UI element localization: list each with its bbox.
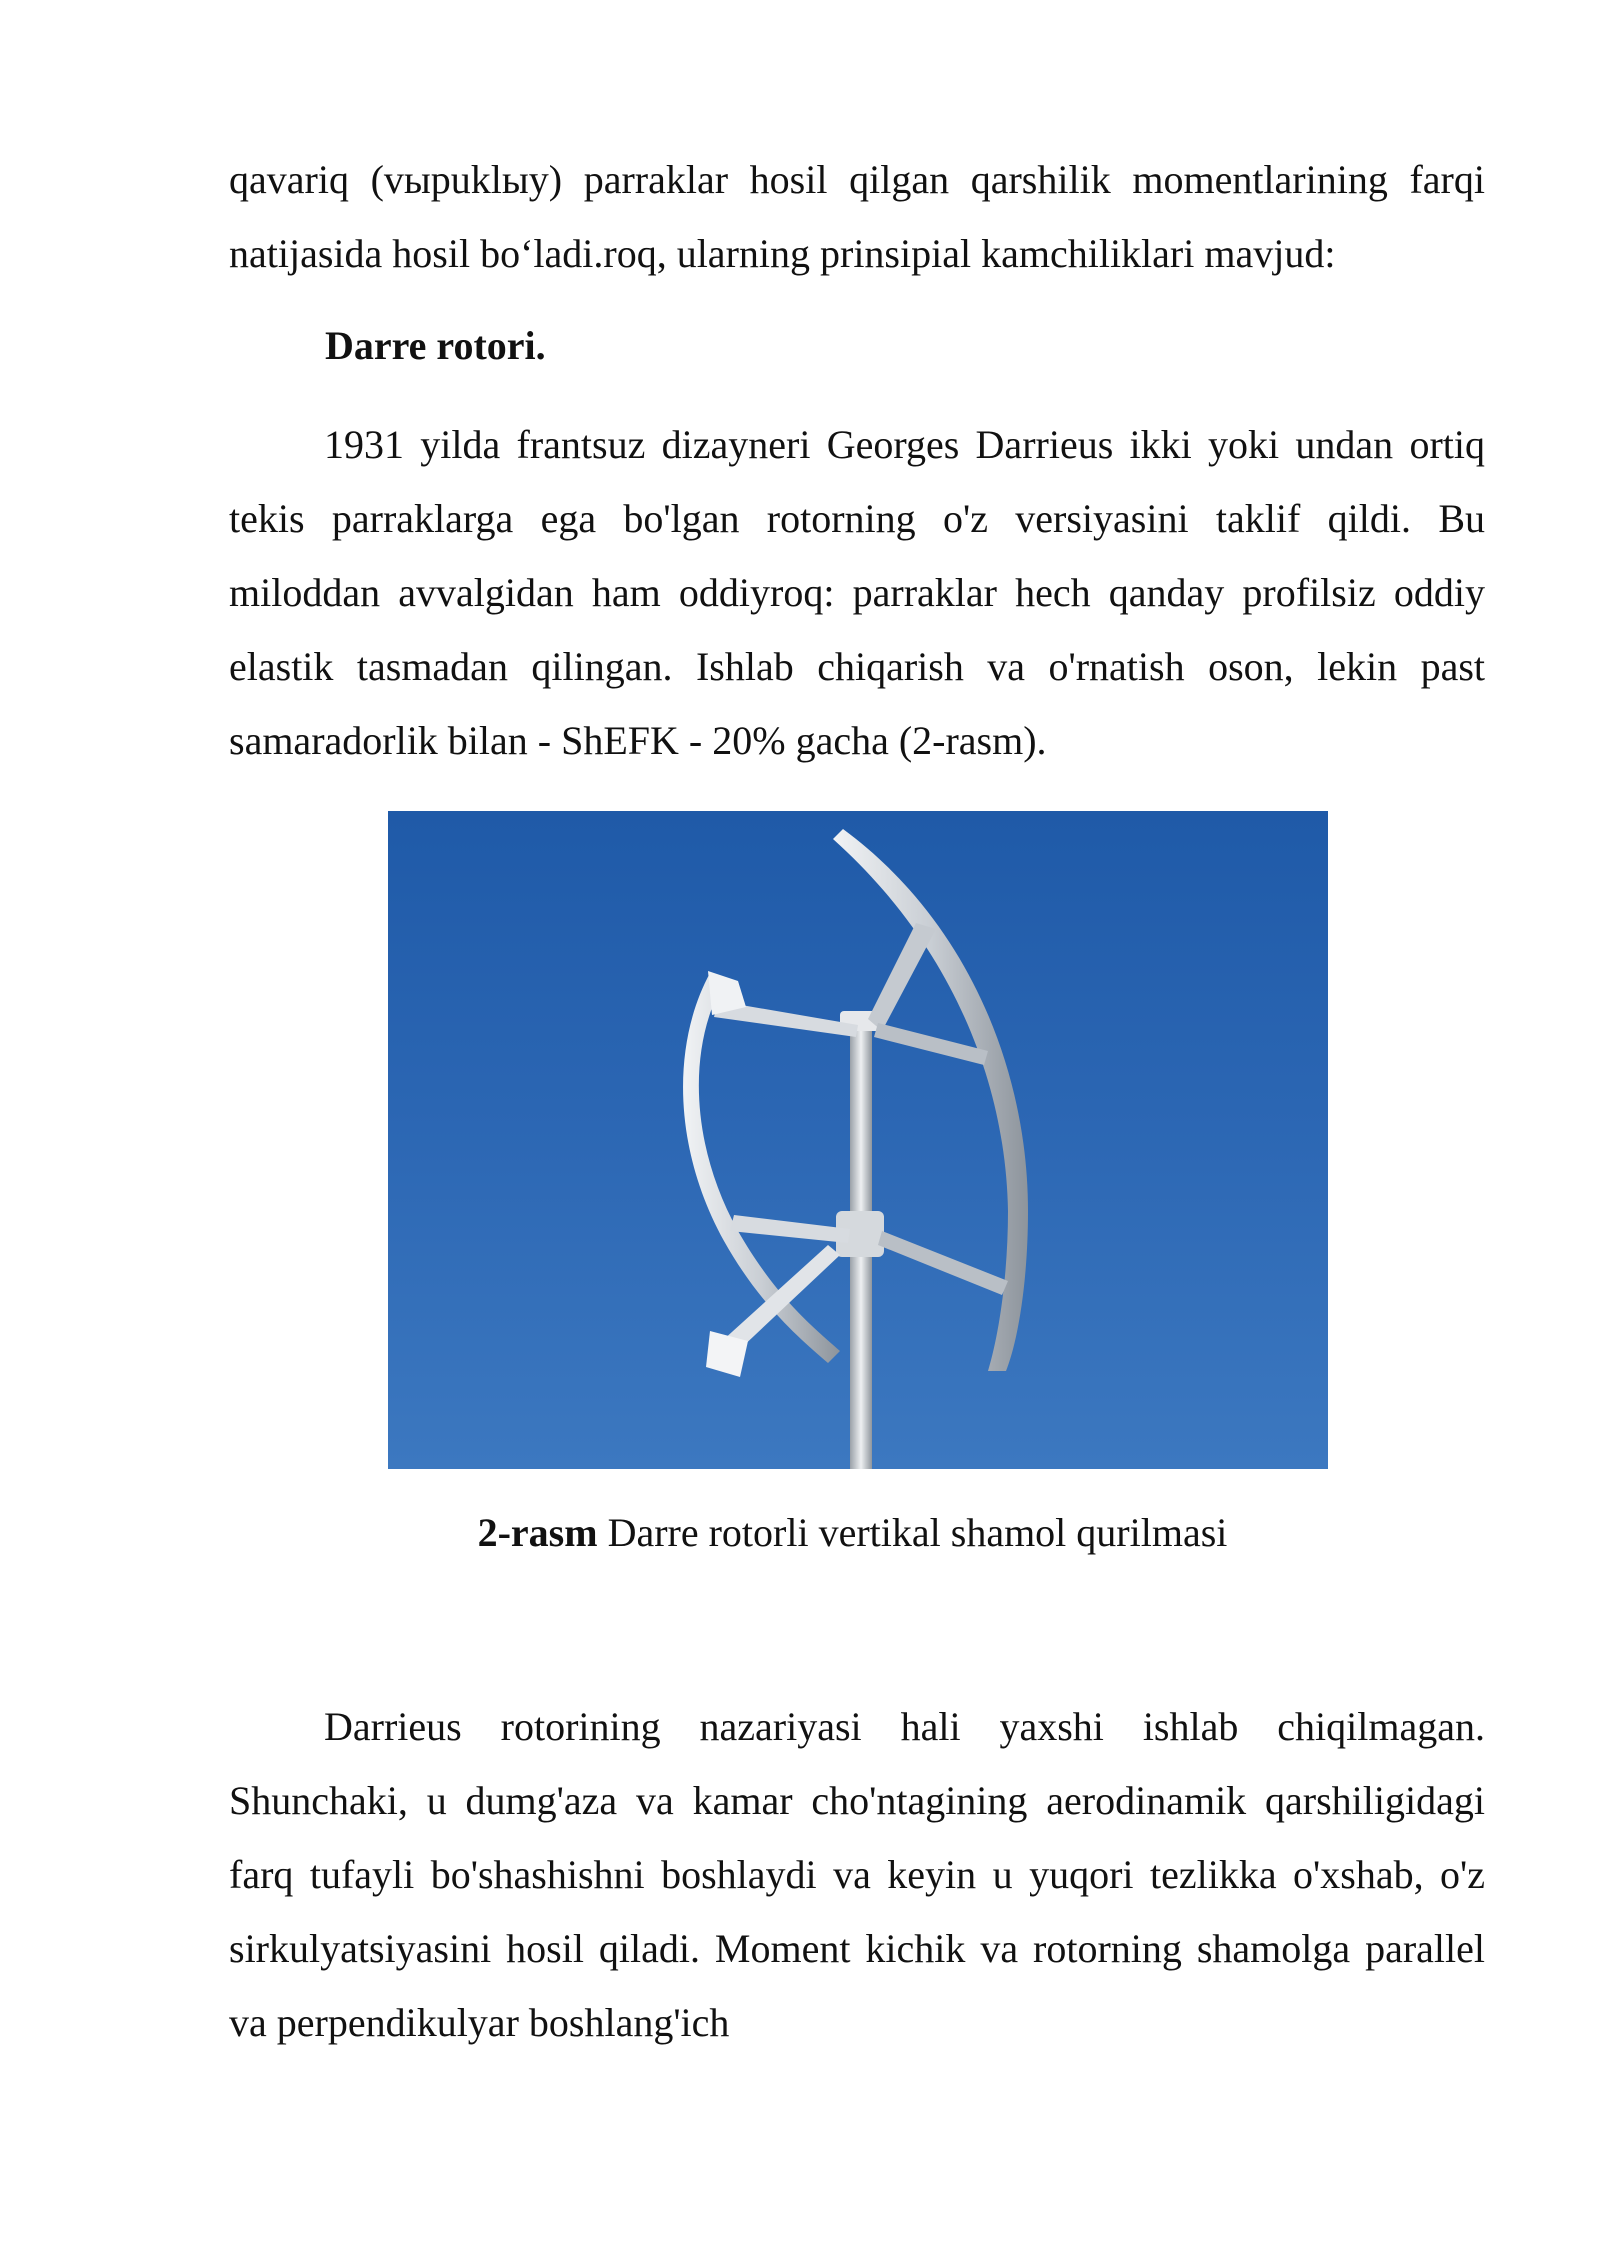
paragraph-intro: qavariq (vыpuklыy) parraklar hosil qilgan qarshilik momentlarining farqi natijasida hosil bo‘ladi.roq, ularning prinsipial kamchiliklari mavjud: [229, 157, 1485, 276]
figure-caption-label: 2-rasm [477, 1510, 598, 1555]
upper-strut-up [868, 923, 936, 1031]
paragraph-theory: Darrieus rotorining nazariyasi hali yaxshi ishlab chiqilmagan. Shunchaki, u dumg'aza va kamar cho'ntagining aerodinamik qarshiligidagi farq tufayli bo'shashishni boshlaydi va keyin u yuqori tezlikka o'xshab, o'z sirkulyatsiyasini hosil qiladi. Moment kichik va rotorning shamolga parallel va perpendikulyar boshlang'ich [229, 1704, 1485, 2045]
lower-strut-left [730, 1215, 850, 1243]
wind-turbine-illustration [388, 811, 1328, 1469]
lower-strut-right [878, 1231, 1008, 1295]
section-heading: Darre rotori. [325, 323, 546, 368]
paragraph-darre: 1931 yilda frantsuz dizayneri Georges Darrieus ikki yoki undan ortiq tekis parraklarga ega bo'lgan rotorning o'z versiyasini taklif qildi. Bu miloddan avvalgidan ham oddiyroq: parraklar hech qanday profilsiz oddiy elastik tasmadan qilingan. Ishlab chiqarish va o'rnatish oson, lekin past samaradorlik bilan - ShEFK - 20% gacha (2-rasm). [229, 422, 1485, 763]
figure-wind-turbine-photo [388, 811, 1328, 1469]
blade-left [683, 973, 840, 1363]
figure-caption [0, 1503, 1600, 1563]
figure-caption-text: Darre rotorli vertikal shamol qurilmasi [597, 1510, 1228, 1555]
